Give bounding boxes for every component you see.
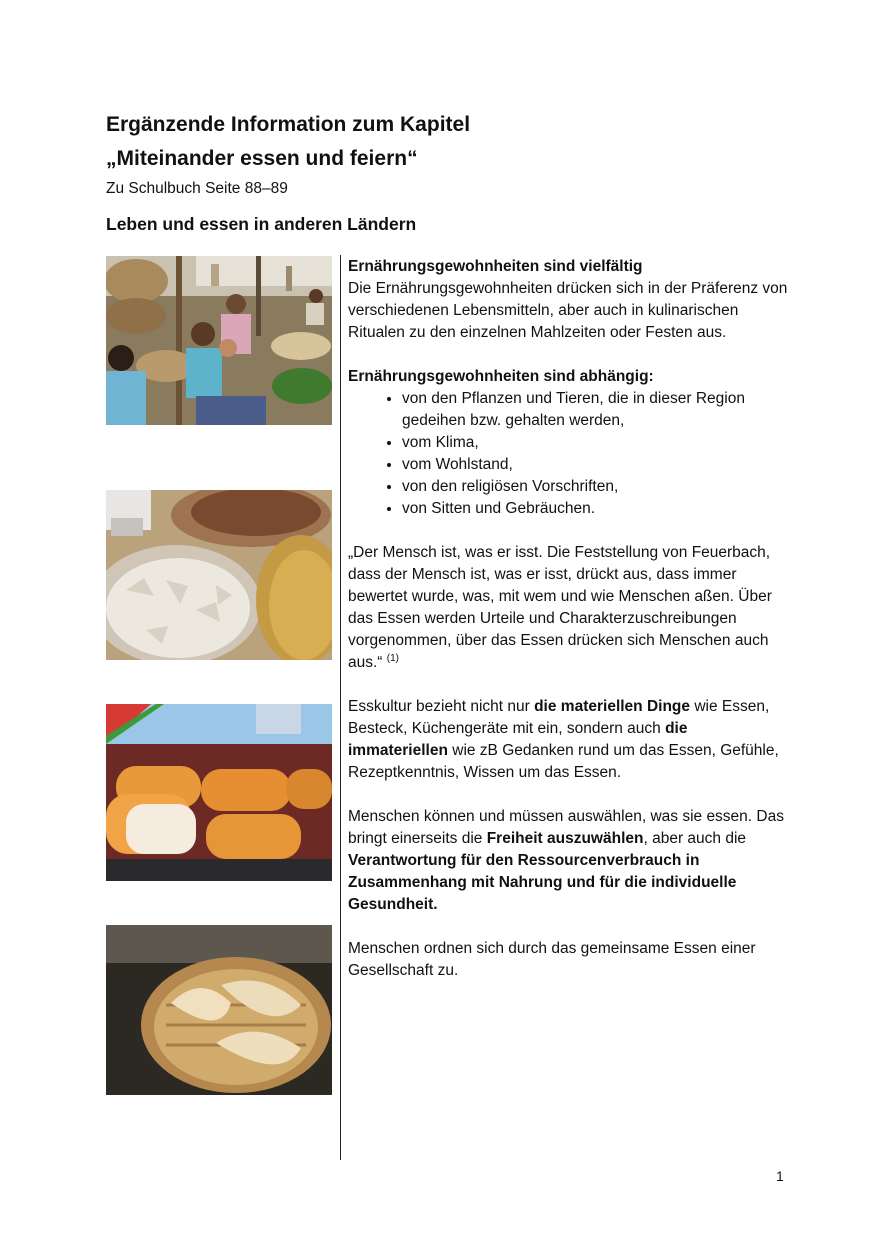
text-run: Menschen können und müssen auswählen, was sie essen. Das bringt einerseits die bbox=[348, 808, 784, 847]
page-number: 1 bbox=[776, 1168, 784, 1184]
section-subtitle: Leben und essen in anderen Ländern bbox=[106, 214, 417, 234]
section-heading-diverse: Ernährungsgewohnheiten sind vielfältig bbox=[348, 258, 643, 275]
section-heading-dependent: Ernährungsgewohnheiten sind abhängig: bbox=[348, 368, 654, 385]
dumplings-photo bbox=[106, 925, 332, 1095]
market-photo bbox=[106, 256, 332, 425]
text-run: , aber auch die bbox=[643, 830, 747, 847]
title-line-1: Ergänzende Information zum Kapitel bbox=[106, 113, 471, 136]
list-item: • von den Pflanzen und Tieren, die in dieser Region gedeihen bzw. gehalten werden, bbox=[402, 388, 788, 432]
bold-run: die materiellen Dinge bbox=[534, 698, 691, 715]
quote-text: „Der Mensch ist, was er isst. Die Feststellung von Feuerbach, dass der Mensch ist, was er isst, drückt aus, dass immer bewertet wurde, was, mit wem und wie Menschen aßen. Über das Essen werden Urteile und Charakterzuschreibungen vorgenommen, über das Essen drücken sich Menschen auch aus.“ bbox=[348, 544, 772, 671]
list-item: • vom Klima, bbox=[402, 432, 788, 454]
fish-fingers-photo bbox=[106, 704, 332, 881]
text-run: Esskultur bezieht nicht nur bbox=[348, 698, 535, 715]
list-item: • von den religiösen Vorschriften, bbox=[402, 476, 788, 498]
text-run: wie Essen, Besteck, Küchengeräte mit ein, sondern auch bbox=[348, 698, 770, 737]
column-divider bbox=[340, 255, 341, 1160]
grains-photo bbox=[106, 490, 332, 660]
paragraph-auswahl bbox=[348, 806, 788, 916]
bold-run: Freiheit auszuwählen bbox=[486, 830, 644, 847]
list-item: • vom Wohlstand, bbox=[402, 454, 788, 476]
text-run: wie zB Gedanken rund um das Essen, Gefühle, Rezeptkenntnis, Wissen um das Essen. bbox=[348, 742, 779, 781]
section-intro-text: Die Ernährungsgewohnheiten drücken sich in der Präferenz von verschiedenen Lebensmitteln, aber auch in kulinarischen Ritualen zu den einzelnen Mahlzeiten oder Festen aus. bbox=[348, 280, 788, 341]
footnote-ref: (1) bbox=[386, 653, 400, 664]
paragraph-gesellschaft: Menschen ordnen sich durch das gemeinsame Essen einer Gesellschaft zu. bbox=[348, 940, 756, 979]
section-dependencies bbox=[348, 366, 788, 520]
bold-run: die immateriellen bbox=[348, 720, 688, 759]
list-item: • von Sitten und Gebräuchen. bbox=[402, 498, 788, 520]
title-line-2: „Miteinander essen und feiern“ bbox=[106, 147, 418, 170]
page-title bbox=[106, 108, 470, 176]
dependency-list bbox=[348, 388, 788, 520]
main-text-column bbox=[348, 256, 788, 1004]
feuerbach-quote bbox=[348, 542, 788, 674]
bold-run: Verantwortung für den Ressourcenverbrauch in Zusammenhang mit Nahrung und für die individuelle Gesundheit. bbox=[348, 852, 737, 913]
section-intro bbox=[348, 256, 788, 344]
paragraph-esskultur bbox=[348, 696, 788, 784]
textbook-reference: Zu Schulbuch Seite 88–89 bbox=[106, 180, 288, 197]
